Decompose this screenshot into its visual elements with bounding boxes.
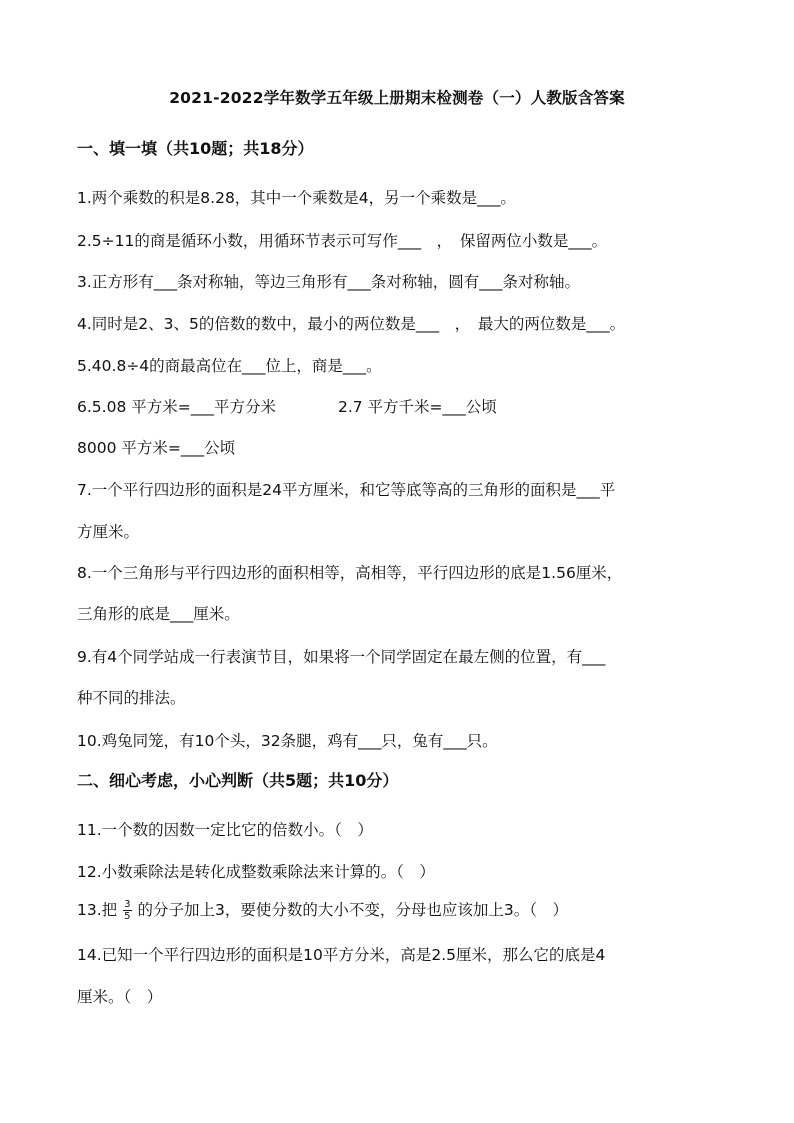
question-line: 方厘米。: [77, 523, 140, 541]
question-line: 三角形的底是___厘米。: [77, 605, 240, 623]
question-line: 2.5÷11的商是循环小数，用循环节表示可写作___ ， 保留两位小数是___。: [77, 232, 608, 250]
question-line: 8000 平方米=___公顷: [77, 439, 236, 457]
question-line: 8.一个三角形与平行四边形的面积相等，高相等，平行四边形的底是1.56厘米，: [77, 564, 623, 582]
question-line: 1.两个乘数的积是8.28，其中一个乘数是4，另一个乘数是___。: [77, 189, 516, 207]
question-13-prefix: 13.把: [77, 901, 118, 919]
question-line: 7.一个平行四边形的面积是24平方厘米，和它等底等高的三角形的面积是___平: [77, 481, 616, 499]
question-line: 种不同的排法。: [77, 689, 186, 707]
section-1-heading: 一、填一填（共10题；共18分）: [77, 139, 314, 158]
question-line: 3.正方形有___条对称轴，等边三角形有___条对称轴，圆有___条对称轴。: [77, 273, 581, 291]
question-line: 14.已知一个平行四边形的面积是10平方分米，高是2.5厘米，那么它的底是4: [77, 946, 606, 964]
question-line: 9.有4个同学站成一行表演节目，如果将一个同学固定在最左侧的位置，有___: [77, 648, 606, 666]
fraction: [123, 899, 131, 922]
question-line: 厘米。（ ）: [77, 988, 163, 1006]
question-line: 10.鸡兔同笼，有10个头，32条腿，鸡有___只，兔有___只。: [77, 732, 498, 750]
question-line: 11.一个数的因数一定比它的倍数小。（ ）: [77, 821, 373, 839]
question-line: 12.小数乘除法是转化成整数乘除法来计算的。（ ）: [77, 863, 435, 881]
question-line: 4.同时是2、3、5的倍数的数中，最小的两位数是___ ， 最大的两位数是___。: [77, 315, 626, 333]
question-13: [77, 898, 568, 922]
page-title: 2021-2022学年数学五年级上册期末检测卷（一）人教版含答案: [169, 89, 625, 107]
question-line: 6.5.08 平方米=___平方分米 2.7 平方千米=___公顷: [77, 398, 497, 416]
section-2-heading: 二、细心考虑，小心判断（共5题；共10分）: [77, 771, 399, 790]
fraction-denominator: 5: [124, 911, 131, 922]
question-13-suffix: 的分子加上3，要使分数的大小不变，分母也应该加上3。（ ）: [137, 901, 569, 919]
fraction-numerator: 3: [124, 899, 131, 910]
question-line: 5.40.8÷4的商最高位在___位上，商是___。: [77, 357, 382, 375]
